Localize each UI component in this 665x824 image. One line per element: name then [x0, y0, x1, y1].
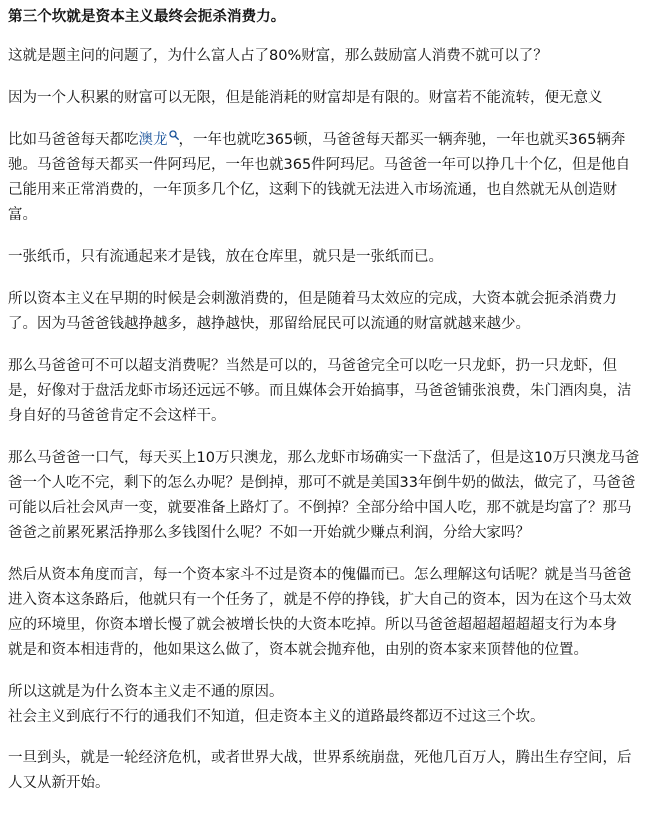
paragraph-line: 应的环境里，你资本增长慢了就会被增长快的大资本吃掉。所以马爸爸超超超超超超支行为本身 [8, 617, 617, 633]
paragraph-line: 所以这就是为什么资本主义走不通的原因。 [8, 684, 284, 700]
paragraph-9 [8, 680, 657, 730]
paragraph-line: 身自好的马爸爸肯定不会这样干。 [8, 408, 226, 424]
paragraph-line: 所以资本主义在早期的时候是会刺激消费的，但是随着马太效应的完成，大资本就会扼杀消费力 [8, 291, 617, 307]
keyword-link-aolong[interactable] [139, 132, 179, 148]
search-icon [169, 130, 179, 140]
paragraph-line: 是，好像对于盘活龙虾市场还远远不够。而且媒体会开始搞事，马爸爸铺张浪费，朱门酒肉臭，洁 [8, 383, 632, 399]
paragraph-line: 爸一个人吃不完，剩下的怎么办呢？是倒掉，那可不就是美国33年倒牛奶的做法，做完了，马爸爸 [8, 475, 636, 491]
link-text: 澳龙 [138, 132, 168, 148]
line-text: ，一年也就吃365顿，马爸爸每天都买一辆奔驰，一年也就买365辆奔 [178, 132, 626, 148]
paragraph-line: 可能以后社会风声一变，就要准备上路灯了。不倒掉？全部分给中国人吃，那不就是均富了？那马 [8, 500, 632, 516]
paragraph-line: 那么马爸爸一口气，每天买上10万只澳龙，那么龙虾市场确实一下盘活了，但是这10万只澳龙马爸 [8, 450, 640, 466]
paragraph-line: 一张纸币，只有流通起来才是钱，放在仓库里，就只是一张纸而已。 [8, 249, 443, 265]
paragraph-line-with-link [8, 128, 657, 153]
paragraph-line: 那么马爸爸可不可以超支消费呢？当然是可以的，马爸爸完全可以吃一只龙虾，扔一只龙虾，但 [8, 358, 617, 374]
paragraph-6 [8, 354, 657, 429]
paragraph-line: 进入资本这条路后，他就只有一个任务了，就是不停的挣钱，扩大自己的资本，因为在这个马太效 [8, 592, 632, 608]
paragraph-line: 爸爸之前累死累活挣那么多钱图什么呢？不如一开始就少赚点利润，分给大家吗？ [8, 525, 530, 541]
paragraph-line: 这就是题主问的问题了，为什么富人占了80%财富，那么鼓励富人消费不就可以了？ [8, 48, 548, 64]
paragraph-line: 驰。马爸爸每天都买一件阿玛尼，一年也就365件阿玛尼。马爸爸一年可以挣几十个亿，但是他自 [8, 157, 631, 173]
paragraph-5 [8, 287, 657, 337]
paragraph-line: 然后从资本角度而言，每一个资本家斗不过是资本的傀儡而已。怎么理解这句话呢？就是当马爸爸 [8, 567, 632, 583]
paragraph-10 [8, 746, 657, 796]
paragraph-2 [8, 86, 657, 111]
paragraph-1 [8, 44, 657, 69]
paragraph-line: 就是和资本相违背的，他如果这么做了，资本就会抛弃他，由别的资本家来顶替他的位置。 [8, 642, 588, 658]
paragraph-line: 因为一个人积累的财富可以无限，但是能消耗的财富却是有限的。财富若不能流转，便无意义 [8, 90, 603, 106]
paragraph-line: 富。 [8, 207, 37, 223]
paragraph-3 [8, 128, 657, 228]
paragraph-8 [8, 563, 657, 663]
paragraph-line: 社会主义到底行不行的通我们不知道，但走资本主义的道路最终都迈不过这三个坎。 [8, 709, 545, 725]
paragraph-line: 人又从新开始。 [8, 775, 110, 791]
paragraph-line: 己能用来正常消费的，一年顶多几个亿，这剩下的钱就无法进入市场流通，也自然就无从创造财 [8, 182, 617, 198]
paragraph-line: 了。因为马爸爸钱越挣越多，越挣越快，那留给屁民可以流通的财富就越来越少。 [8, 316, 530, 332]
paragraph-line: 一旦到头，就是一轮经济危机，或者世界大战，世界系统崩盘，死他几百万人，腾出生存空间，后 [8, 750, 632, 766]
article-heading: 第三个坎就是资本主义最终会扼杀消费力。 [8, 9, 286, 25]
paragraph-4 [8, 245, 657, 270]
paragraph-7 [8, 446, 657, 546]
line-text: 比如马爸爸每天都吃 [8, 132, 139, 148]
